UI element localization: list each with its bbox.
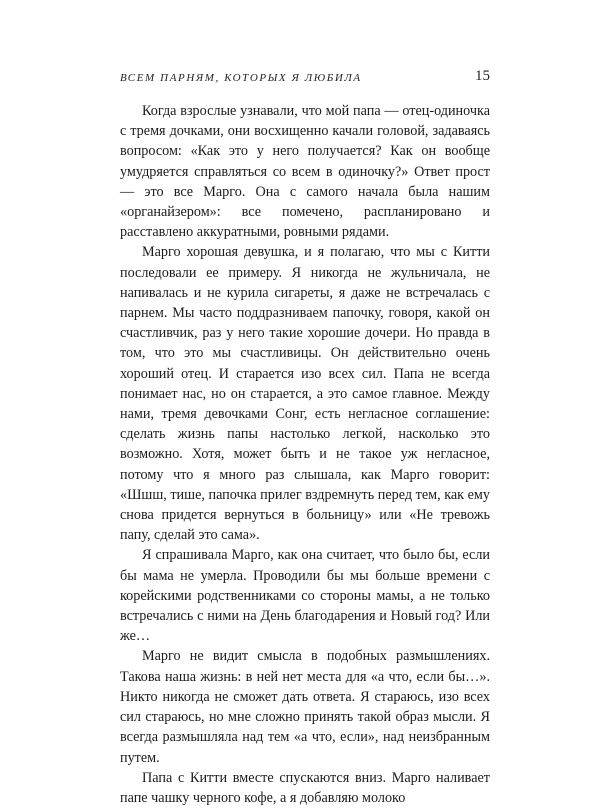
- page-number: 15: [475, 68, 490, 84]
- paragraph: Папа с Китти вместе спускаются вниз. Марго наливает папе чашку черного кофе, а я добавляю молоко: [120, 769, 490, 806]
- running-head: [120, 70, 490, 90]
- paragraph: Я спрашивала Марго, как она считает, что было бы, если бы мама не умерла. Проводили бы мы больше времени с корейскими родственниками со стороны мамы, а не только встречались с ними на День благодарения и Новый год? Или же…: [120, 547, 490, 645]
- body-text: [120, 101, 490, 808]
- paragraph: Когда взрослые узнавали, что мой папа — отец-одиночка с тремя дочками, они восхищенно качали головой, задаваясь вопросом: «Как это у него получается? Как он вообще умудряется справляться со всем в одиночку?» Ответ прост — это все Марго. Она с самого начала была нашим «органайзером»: все помечено, распланировано и расставлено аккуратными, ровными рядами.: [120, 103, 490, 241]
- paragraph: Марго не видит смысла в подобных размышлениях. Такова наша жизнь: в ней нет места для «а что, если бы…». Никто никогда не сможет дать ответа. Я стараюсь, изо всех сил стараюсь, но мне сложно принять такой образ мысли. Я всегда размышляла над тем «а что, если», над неизбранным путем.: [120, 648, 490, 766]
- paragraph: Марго хорошая девушка, и я полагаю, что мы с Китти последовали ее примеру. Я никогда не жульничала, не напивалась и не курила сигареты, я даже не встречалась с парнем. Мы часто поддразниваем папочку, говоря, какой он счастливчик, раз у него такие хорошие дочери. Но правда в том, что это мы счастливицы. Он действительно очень хороший отец. И старается изо всех сил. Папа не всегда понимает нас, но он старается, а это самое главное. Между нами, тремя девочками Сонг, есть негласное соглашение: сделать жизнь папы настолько легкой, насколько это возможно. Хотя, может быть и не такое уж негласное, потому что я много раз слышала, как Марго говорит: «Шшш, тише, папочка прилег вздремнуть перед тем, как ему снова придется вернуться в больницу» или «Не тревожь папу, сделай это сама».: [120, 244, 490, 544]
- running-title: ВСЕМ ПАРНЯМ, КОТОРЫХ Я ЛЮБИЛА: [120, 72, 362, 84]
